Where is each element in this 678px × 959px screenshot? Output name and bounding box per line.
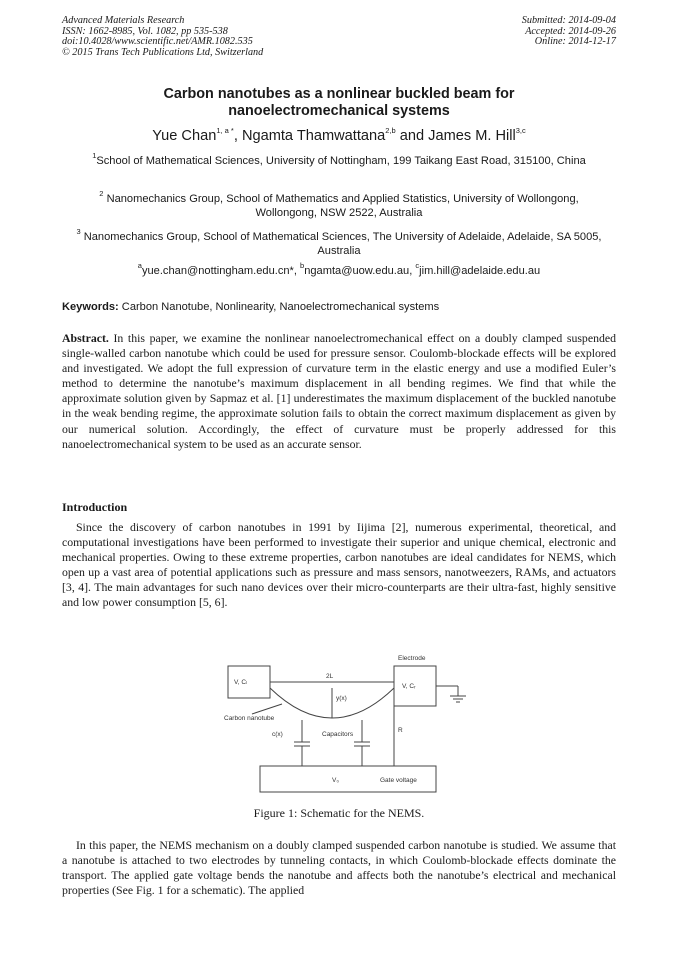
resistor-label: R (398, 727, 403, 734)
affiliation-1 (70, 151, 608, 169)
email-mark: c (415, 261, 420, 271)
author-affiliation-mark: 1, a * (216, 126, 234, 136)
right-box-label: V, Cᵣ (402, 683, 416, 690)
doi: doi:10.4028/www.scientific.net/AMR.1082.535 (62, 36, 253, 48)
author-affiliation-mark: 2,b (385, 126, 396, 136)
author-name: Yue Chan (152, 128, 217, 144)
accepted-date: Accepted: 2014-09-26 (525, 25, 616, 37)
affiliation-text: Nanomechanics Group, School of Mathematics and Applied Statistics, University of Wollongong, Wollongong, NSW 2522, Australia (106, 193, 579, 219)
nanotube-pointer (252, 704, 282, 714)
title-line-1: Carbon nanotubes as a nonlinear buckled beam for (163, 86, 515, 102)
journal-header-right (522, 16, 616, 48)
title-line-2: nanoelectromechanical systems (228, 103, 450, 119)
keywords-label: Keywords: (62, 301, 119, 313)
nems-schematic-figure (222, 648, 484, 798)
affiliation-text: Nanomechanics Group, School of Mathematical Sciences, The University of Adelaide, Adelaide, SA 5005, Australia (83, 231, 602, 257)
left-box-label: V, Cₗ (234, 679, 248, 686)
keywords (62, 300, 616, 314)
journal-header-left (62, 16, 263, 58)
journal-name: Advanced Materials Research (62, 15, 185, 26)
section-heading-introduction: Introduction (62, 500, 128, 514)
affiliation-3 (70, 227, 608, 258)
author-name: Ngamta Thamwattana (241, 128, 386, 144)
introduction-paragraph-1: Since the discovery of carbon nanotubes in 1991 by Iijima [2], numerous experimental, theoretical, and computational investigations have been performed to investigate their superior and unique chemical, electronic and mechanical properties. Owing to these extreme properties, carbon nanotubes are ideal candidates for NEMS, which open up a vast area of potential applications such as pressure and mass sensors, nanotweezers, RAMs, and actuators [3, 4]. The main advantages for such nano devices over their micro-counterparts are their ultra-fast, highly sensitive and low power consumption [5, 6]. (62, 520, 616, 610)
issn: ISSN: 1662-8985, Vol. 1082, pp 535-538 (62, 25, 228, 37)
author-emails (62, 261, 616, 278)
abstract-label: Abstract. (62, 331, 109, 345)
email-address[interactable]: yue.chan@nottingham.edu.cn*, (141, 265, 301, 277)
affiliation-number: 1 (92, 151, 97, 161)
figure-caption: Figure 1: Schematic for the NEMS. (253, 806, 425, 820)
email-mark: a (137, 261, 142, 271)
affiliation-number: 3 (76, 227, 81, 237)
deflection-label: y(x) (336, 695, 347, 702)
affiliation-number: 2 (99, 189, 104, 199)
capacitors-label: Capacitors (322, 731, 354, 738)
gate-box-label: V₀ (332, 777, 340, 784)
email-mark: b (300, 261, 305, 271)
affiliation-text: School of Mathematical Sciences, University of Nottingham, 199 Taikang East Road, 315100, China (96, 155, 586, 167)
online-date: Online: 2014-12-17 (534, 36, 616, 48)
paper-title (90, 86, 588, 120)
keywords-text: Carbon Nanotube, Nonlinearity, Nanoelectromechanical systems (118, 301, 440, 313)
author-affiliation-mark: 3,c (515, 126, 526, 136)
author-separator: , (233, 128, 242, 144)
length-label: 2L (326, 673, 334, 680)
author-name: James M. Hill (428, 128, 516, 144)
copyright: © 2015 Trans Tech Publications Ltd, Switzerland (62, 46, 264, 58)
cx-label: c(x) (272, 731, 283, 738)
author-list (62, 127, 616, 145)
submitted-date: Submitted: 2014-09-04 (521, 15, 616, 26)
author-separator: and (395, 128, 429, 144)
affiliation-2 (70, 189, 608, 220)
gate-voltage-label: Gate voltage (380, 777, 417, 784)
abstract (62, 331, 616, 452)
electrode-label: Electrode (398, 655, 426, 662)
email-address[interactable]: ngamta@uow.edu.au, (304, 265, 416, 277)
email-address[interactable]: jim.hill@adelaide.edu.au (419, 265, 541, 277)
nems-schematic-diagram (222, 648, 484, 798)
introduction-paragraph-2: In this paper, the NEMS mechanism on a doubly clamped suspended carbon nanotube is studied. We assume that a nanotube is attached to two electrodes by tunneling contacts, in which Coulomb-blockade effects dominate the transport. The applied gate voltage bends the nanotube and affects both the nanotube’s electrical and mechanical properties (See Fig. 1 for a schematic). The applied (62, 838, 616, 898)
abstract-text: In this paper, we examine the nonlinear nanoelectromechanical effect on a doubly clamped suspended single-walled carbon nanotube which could be used for pressure sensor. Coulomb-blockade effects will be explored and investigated. We adopt the full expression of curvature term in the elastic energy and use a modified Euler’s method to determine the nanotube’s maximum displacement in all bending regimes. We find that while the approximate solution given by Sapmaz et al. [1] underestimates the maximum displacement of the buckled nanotube in the weak bending regime, the approximate solution fails to obtain the correct maximum displacement as given by our numerical solution. Accordingly, the effect of curvature must be properly addressed for this nanoelectromechanical system to be used as an accurate sensor. (62, 331, 616, 451)
nanotube-label: Carbon nanotube (224, 715, 275, 722)
